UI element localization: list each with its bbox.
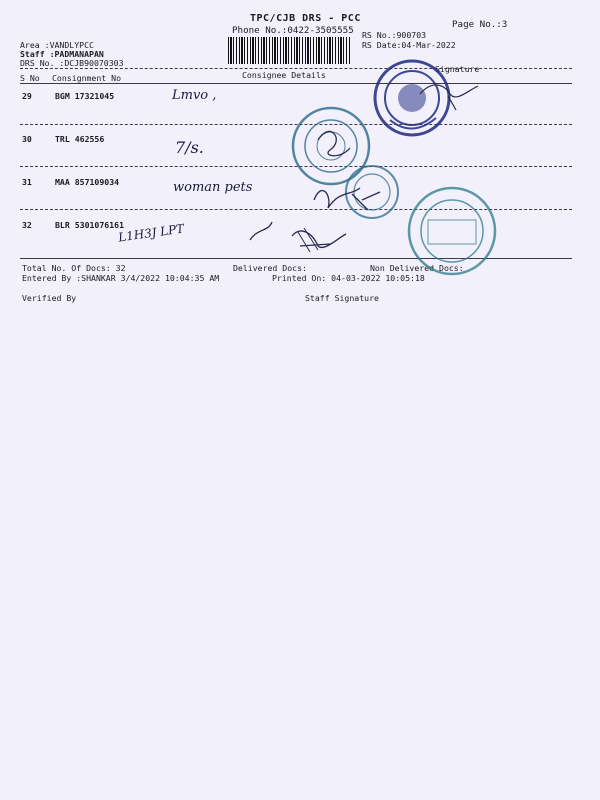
row-30-sno: 30 — [22, 134, 32, 144]
entered-by: Entered By :SHANKAR 3/4/2022 10:04:35 AM — [22, 273, 220, 283]
total-docs: Total No. Of Docs: 32 — [22, 263, 126, 273]
stamp-flow-link — [293, 108, 369, 184]
row-32-handwriting: L1H3J LPT — [117, 221, 186, 245]
staff-field: Staff :PADMANAPAN — [20, 49, 104, 59]
col-sno: S No — [20, 73, 40, 83]
row-32-consignment: BLR 5301076161 — [55, 220, 125, 230]
row-29-consignment: BGM 17321045 — [55, 91, 115, 101]
area-field: Area :VANDLYPCC — [20, 40, 94, 50]
signature-scribble — [250, 222, 346, 247]
delivered-docs: Delivered Docs: — [233, 263, 307, 273]
row-31-consignment: MAA 857109034 — [55, 177, 120, 187]
rs-date: RS Date:04-Mar-2022 — [362, 40, 456, 50]
phone-number: Phone No.:0422-3505555 — [232, 25, 354, 36]
col-consignee: Consignee Details — [242, 70, 326, 80]
staff-signature: Staff Signature — [305, 293, 379, 303]
page-number: Page No.:3 — [452, 19, 508, 30]
row-29-handwriting: Lmvo , — [172, 88, 217, 103]
rs-number: RS No.:900703 — [362, 30, 427, 40]
row-32-sno: 32 — [22, 220, 32, 230]
row-29-sno: 29 — [22, 91, 32, 101]
document-title: TPC/CJB DRS - PCC — [250, 13, 361, 24]
stamp-tools-limited — [409, 188, 495, 274]
row-31-handwriting: woman pets — [173, 180, 253, 195]
row-30-consignment: TRL 462556 — [55, 134, 105, 144]
row-31-sno: 31 — [22, 177, 32, 187]
non-delivered-docs: Non Delivered Docs: — [370, 263, 464, 273]
row-30-handwriting: 7/s. — [175, 138, 204, 157]
verified-by: Verified By — [22, 293, 77, 303]
printed-on: Printed On: 04-03-2022 10:05:18 — [272, 273, 425, 283]
stamp-lin-sachin — [375, 61, 449, 135]
signature-label: Signature — [435, 64, 480, 74]
col-consignment: Consignment No — [52, 73, 122, 83]
drs-number: DRS No. :DCJB90070303 — [20, 58, 124, 68]
